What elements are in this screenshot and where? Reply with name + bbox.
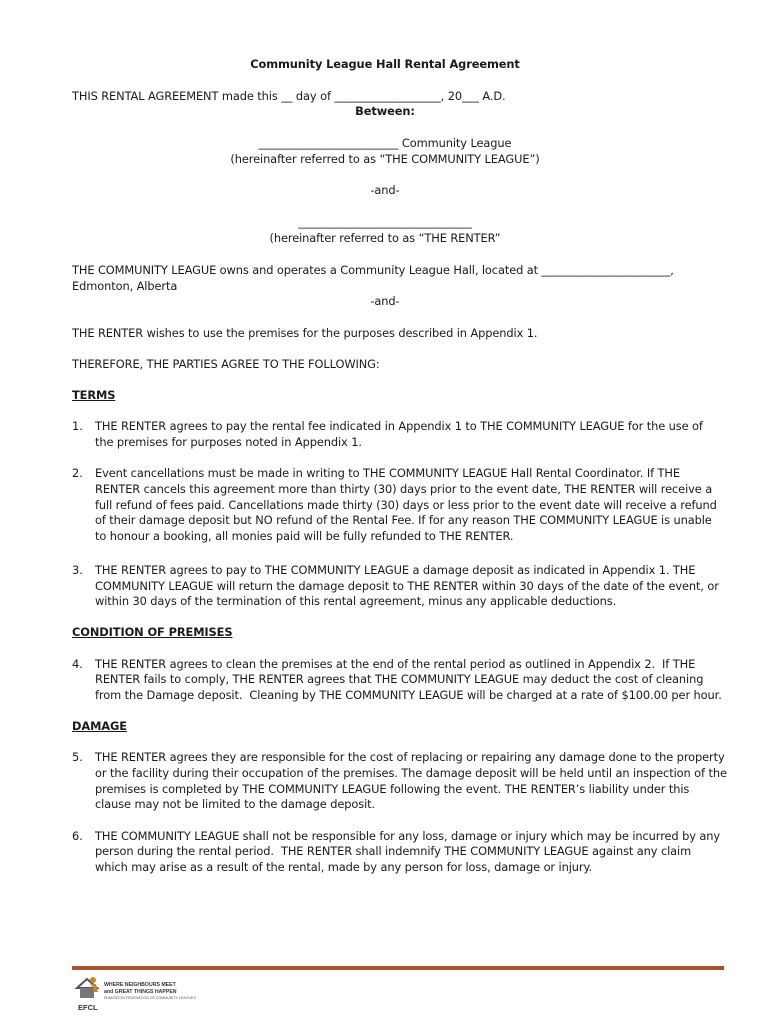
clause-number: 3. bbox=[72, 563, 83, 577]
clause-line: or the facility during their occupation of the premises. The damage deposit will be held until an inspection of the bbox=[95, 766, 727, 780]
intro-line: THIS RENTAL AGREEMENT made this __ day of ___________________, 20___ A.D. bbox=[72, 89, 506, 103]
clause-number: 2. bbox=[72, 466, 83, 480]
clause-line: premises is completed by THE COMMUNITY LEAGUE following the event. THE RENTER’s liability under this bbox=[95, 782, 690, 796]
clause-line: RENTER fails to comply, THE RENTER agrees that THE COMMUNITY LEAGUE may deduct the cost of cleaning bbox=[95, 672, 704, 686]
logo-abbreviation: EFCL bbox=[78, 1003, 98, 1012]
clause-line: from the Damage deposit. Cleaning by THE COMMUNITY LEAGUE will be charged at a rate of $100.00 per hour. bbox=[95, 688, 722, 702]
party2-reference: (hereinafter referred to as “THE RENTER” bbox=[269, 231, 501, 245]
renter-wishes: THE RENTER wishes to use the premises for the purposes described in Appendix 1. bbox=[72, 326, 538, 340]
party1-reference: (hereinafter referred to as “THE COMMUNITY LEAGUE”) bbox=[230, 152, 540, 166]
clause-line: THE RENTER agrees to pay to THE COMMUNITY LEAGUE a damage deposit as indicated in Appendix 1. THE bbox=[95, 563, 696, 577]
clause-line: Event cancellations must be made in writing to THE COMMUNITY LEAGUE Hall Rental Coordinator. If THE bbox=[95, 466, 680, 480]
clause-line: which may arise as a result of the rental, made by any person for loss, damage or injury. bbox=[95, 860, 593, 874]
document-title: Community League Hall Rental Agreement bbox=[250, 57, 520, 71]
clause-line: RENTER cancels this agreement more than thirty (30) days prior to the event date, THE RENTER will receive a bbox=[95, 482, 713, 496]
and-separator-1: -and- bbox=[370, 183, 400, 197]
clause-line: THE COMMUNITY LEAGUE shall not be responsible for any loss, damage or injury which may be incurred by any bbox=[95, 829, 721, 843]
house-figure-icon bbox=[74, 974, 102, 1002]
clause-line: the premises for purposes noted in Appendix 1. bbox=[95, 435, 362, 449]
section-condition-of-premises: CONDITION OF PREMISES bbox=[72, 625, 233, 639]
logo-tagline-2: and GREAT THINGS HAPPEN bbox=[104, 989, 177, 995]
logo-subline: EDMONTON FEDERATION OF COMMUNITY LEAGUES bbox=[104, 996, 196, 1000]
logo-tagline-1: WHERE NEIGHBOURS MEET bbox=[104, 982, 176, 988]
and-separator-2: -and- bbox=[370, 294, 400, 308]
owns-line-2: Edmonton, Alberta bbox=[72, 279, 178, 293]
clause-line: to honour a booking, all monies paid will be fully refunded to THE RENTER. bbox=[95, 529, 514, 543]
clause-line: clause may not be limited to the damage deposit. bbox=[95, 797, 376, 811]
section-terms: TERMS bbox=[72, 388, 116, 402]
owns-line-1: THE COMMUNITY LEAGUE owns and operates a Community League Hall, located at _______________________, bbox=[72, 263, 674, 277]
clause-line: within 30 days of the termination of this rental agreement, minus any applicable deductions. bbox=[95, 594, 617, 608]
clause-number: 5. bbox=[72, 750, 83, 764]
clause-number: 1. bbox=[72, 419, 83, 433]
clause-number: 6. bbox=[72, 829, 83, 843]
therefore-line: THEREFORE, THE PARTIES AGREE TO THE FOLLOWING: bbox=[72, 357, 380, 371]
footer-rule bbox=[72, 966, 724, 970]
clause-line: person during the rental period. THE RENTER shall indemnify THE COMMUNITY LEAGUE against any claim bbox=[95, 844, 692, 858]
efcl-logo bbox=[72, 974, 202, 1018]
clause-line: of their damage deposit but NO refund of the Rental Fee. If for any reason THE COMMUNITY LEAGUE is unable bbox=[95, 513, 712, 527]
section-damage: DAMAGE bbox=[72, 719, 127, 733]
between-label: Between: bbox=[355, 104, 415, 118]
party2-line: _______________________________ bbox=[298, 215, 472, 229]
clause-number: 4. bbox=[72, 657, 83, 671]
clause-line: full refund of fees paid. Cancellations made thirty (30) days or less prior to the event date will receive a refund bbox=[95, 498, 717, 512]
party1-line: _________________________ Community League bbox=[258, 136, 512, 150]
clause-line: THE RENTER agrees to clean the premises at the end of the rental period as outlined in Appendix 2. If THE bbox=[95, 657, 696, 671]
clause-line: THE RENTER agrees they are responsible for the cost of replacing or repairing any damage done to the property bbox=[95, 750, 725, 764]
clause-line: COMMUNITY LEAGUE will return the damage deposit to THE RENTER within 30 days of the date of the event, or bbox=[95, 579, 719, 593]
clause-line: THE RENTER agrees to pay the rental fee indicated in Appendix 1 to THE COMMUNITY LEAGUE for the use of bbox=[95, 419, 703, 433]
